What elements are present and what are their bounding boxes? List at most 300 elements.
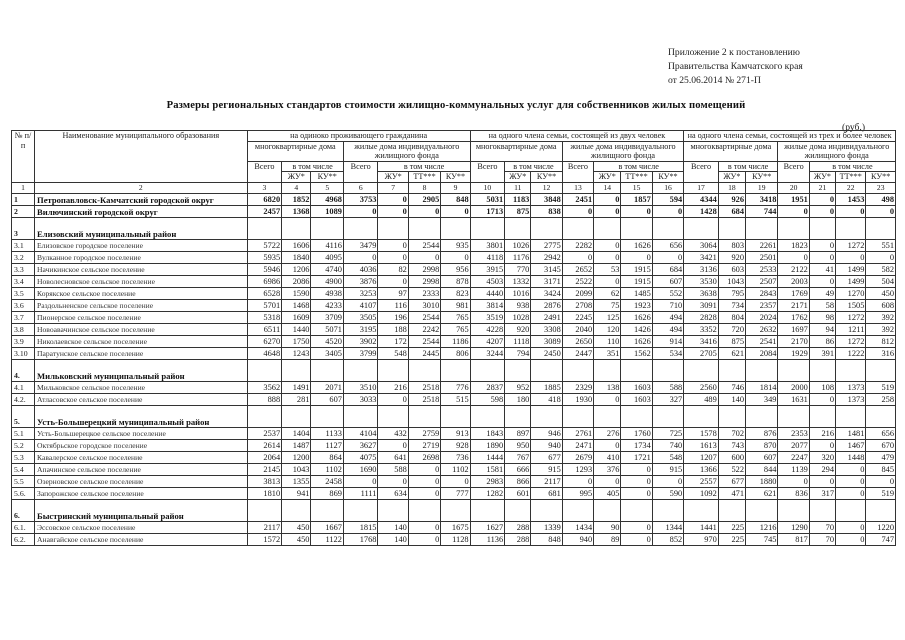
value-cell: 1368: [282, 205, 311, 217]
value-cell: [562, 359, 593, 381]
mkd-header: многоквартирные дома: [684, 141, 778, 161]
value-cell: 634: [378, 487, 408, 499]
value-cell: 2084: [746, 347, 778, 359]
value-cell: 4095: [311, 251, 343, 263]
value-cell: 3195: [343, 323, 378, 335]
value-cell: 2719: [408, 439, 440, 451]
value-cell: 582: [866, 263, 896, 275]
value-cell: 941: [282, 487, 311, 499]
table-body: [12, 182, 896, 545]
value-cell: 2501: [746, 251, 778, 263]
value-cell: 2003: [778, 275, 809, 287]
municipality-name: Эссовское сельское поселение: [35, 521, 248, 533]
value-cell: 288: [505, 521, 531, 533]
table-group-row: [12, 405, 896, 427]
value-cell: 1211: [836, 323, 866, 335]
value-cell: 1026: [505, 239, 531, 251]
value-cell: 981: [441, 299, 470, 311]
value-cell: 5071: [311, 323, 343, 335]
value-cell: 2445: [408, 347, 440, 359]
value-cell: 1102: [311, 463, 343, 475]
value-cell: 744: [746, 205, 778, 217]
annex-line-1: Приложение 2 к постановлению: [668, 47, 800, 58]
value-cell: 823: [441, 287, 470, 299]
value-cell: 1481: [836, 427, 866, 439]
value-cell: 0: [594, 251, 621, 263]
table-row: [12, 439, 896, 451]
value-cell: 1823: [778, 239, 809, 251]
value-cell: 0: [866, 475, 896, 487]
table-row: [12, 335, 896, 347]
value-cell: [562, 405, 593, 427]
value-cell: [746, 499, 778, 521]
value-cell: 1468: [282, 299, 311, 311]
value-cell: 915: [531, 463, 562, 475]
value-cell: 1603: [621, 381, 652, 393]
value-cell: [652, 499, 683, 521]
value-cell: 1272: [836, 335, 866, 347]
value-cell: 812: [866, 335, 896, 347]
value-cell: 3638: [684, 287, 719, 299]
value-cell: 276: [594, 427, 621, 439]
table-row: [12, 521, 896, 533]
value-cell: [652, 217, 683, 239]
value-cell: 1111: [343, 487, 378, 499]
mkd-header: многоквартирные дома: [247, 141, 343, 161]
value-cell: 702: [718, 427, 745, 439]
value-cell: 795: [718, 287, 745, 299]
value-cell: 0: [441, 251, 470, 263]
value-cell: 852: [652, 533, 683, 545]
value-cell: [621, 217, 652, 239]
table-group-row: [12, 359, 896, 381]
value-cell: 3519: [470, 311, 505, 323]
value-cell: 2698: [408, 451, 440, 463]
value-cell: 1923: [621, 299, 652, 311]
value-cell: 1272: [836, 311, 866, 323]
value-cell: 0: [408, 521, 440, 533]
value-cell: [684, 405, 719, 427]
value-cell: [282, 405, 311, 427]
value-cell: 0: [809, 193, 835, 205]
value-cell: 869: [311, 487, 343, 499]
value-cell: 1206: [282, 263, 311, 275]
value-cell: 777: [441, 487, 470, 499]
value-cell: 519: [866, 381, 896, 393]
value-cell: 2333: [408, 287, 440, 299]
value-cell: 2759: [408, 427, 440, 439]
resolution-annex-header: [668, 46, 803, 88]
value-cell: 1499: [836, 275, 866, 287]
value-cell: 1200: [282, 451, 311, 463]
value-cell: 2632: [746, 323, 778, 335]
value-cell: [778, 217, 809, 239]
municipality-name: Озерновское сельское поселение: [35, 475, 248, 487]
value-cell: 952: [505, 381, 531, 393]
ku-header: КУ**: [652, 172, 683, 183]
value-cell: 1293: [562, 463, 593, 475]
table-row: [12, 263, 896, 275]
value-cell: [408, 359, 440, 381]
value-cell: 3244: [470, 347, 505, 359]
value-cell: 0: [621, 521, 652, 533]
value-cell: [470, 499, 505, 521]
value-cell: 0: [343, 475, 378, 487]
value-cell: 3145: [531, 263, 562, 275]
value-cell: 2086: [282, 275, 311, 287]
value-cell: 736: [441, 451, 470, 463]
value-cell: 866: [505, 475, 531, 487]
value-cell: 110: [594, 335, 621, 347]
value-cell: 2242: [408, 323, 440, 335]
row-number: 3.7: [12, 311, 35, 323]
value-cell: 598: [470, 393, 505, 405]
value-cell: 1118: [505, 335, 531, 347]
value-cell: 0: [562, 251, 593, 263]
value-cell: 0: [378, 275, 408, 287]
value-cell: [718, 499, 745, 521]
value-cell: 551: [866, 239, 896, 251]
total-header: Всего: [343, 161, 378, 182]
group-two-header: на одного члена семьи, состоящей из двух человек: [470, 131, 684, 142]
value-cell: 684: [718, 205, 745, 217]
zhu-header: ЖУ*: [718, 172, 745, 183]
value-cell: 4228: [470, 323, 505, 335]
value-cell: 0: [621, 475, 652, 487]
row-number: 5.3: [12, 451, 35, 463]
value-cell: 607: [311, 393, 343, 405]
value-cell: 0: [378, 205, 408, 217]
value-cell: [531, 359, 562, 381]
value-cell: 765: [441, 311, 470, 323]
value-cell: 594: [652, 193, 683, 205]
value-cell: 0: [562, 205, 593, 217]
value-cell: 2541: [746, 335, 778, 347]
value-cell: [247, 359, 282, 381]
value-cell: 725: [652, 427, 683, 439]
value-cell: 3530: [684, 275, 719, 287]
row-number: 3.4: [12, 275, 35, 287]
mkd-header: многоквартирные дома: [470, 141, 562, 161]
value-cell: 2876: [531, 299, 562, 311]
value-cell: 494: [652, 323, 683, 335]
value-cell: [836, 359, 866, 381]
ku-header: КУ**: [311, 172, 343, 183]
value-cell: 188: [378, 323, 408, 335]
value-cell: 1243: [282, 347, 311, 359]
value-cell: 1043: [718, 275, 745, 287]
value-cell: 4900: [311, 275, 343, 287]
value-cell: 2652: [562, 263, 593, 275]
value-cell: [441, 405, 470, 427]
column-index-cell: 8: [408, 182, 440, 193]
value-cell: 2775: [531, 239, 562, 251]
value-cell: 2329: [562, 381, 593, 393]
value-cell: 920: [718, 251, 745, 263]
value-cell: 6528: [247, 287, 282, 299]
total-header: Всего: [684, 161, 719, 182]
value-cell: 1713: [470, 205, 505, 217]
column-index-cell: 7: [378, 182, 408, 193]
value-cell: 3091: [684, 299, 719, 311]
municipality-name: Атласовское сельское поселение: [35, 393, 248, 405]
value-cell: 928: [441, 439, 470, 451]
municipality-name: Усть-Большерецкое сельское поселение: [35, 427, 248, 439]
value-cell: 1428: [684, 205, 719, 217]
value-cell: 770: [505, 263, 531, 275]
column-index-cell: 17: [684, 182, 719, 193]
value-cell: 0: [378, 251, 408, 263]
value-cell: 6820: [247, 193, 282, 205]
value-cell: 4075: [343, 451, 378, 463]
municipality-name: Усть-Большерецкий муниципальный район: [35, 405, 248, 427]
table-row: [12, 239, 896, 251]
value-cell: 120: [594, 323, 621, 335]
value-cell: 0: [594, 205, 621, 217]
value-cell: [311, 405, 343, 427]
value-cell: [505, 499, 531, 521]
value-cell: 3709: [311, 311, 343, 323]
value-cell: 0: [866, 205, 896, 217]
table-row: [12, 393, 896, 405]
value-cell: 1355: [282, 475, 311, 487]
value-cell: 1852: [282, 193, 311, 205]
municipality-name: Мильковский муниципальный район: [35, 359, 248, 381]
value-cell: 0: [408, 475, 440, 487]
ku-header: КУ**: [746, 172, 778, 183]
value-cell: 1043: [282, 463, 311, 475]
value-cell: 794: [505, 347, 531, 359]
value-cell: 1626: [621, 335, 652, 347]
table-row: [12, 311, 896, 323]
value-cell: 1769: [778, 287, 809, 299]
value-cell: 0: [378, 239, 408, 251]
column-index-row: [12, 182, 896, 193]
value-cell: 1815: [343, 521, 378, 533]
value-cell: [652, 405, 683, 427]
value-cell: 656: [652, 239, 683, 251]
value-cell: 2905: [408, 193, 440, 205]
value-cell: 938: [505, 299, 531, 311]
value-cell: 710: [652, 299, 683, 311]
value-cell: 1089: [311, 205, 343, 217]
value-cell: 3064: [684, 239, 719, 251]
col-name-header: Наименование муниципального образования: [35, 131, 248, 183]
value-cell: 4503: [470, 275, 505, 287]
value-cell: [718, 359, 745, 381]
value-cell: 1810: [247, 487, 282, 499]
value-cell: 677: [718, 475, 745, 487]
value-cell: 376: [594, 463, 621, 475]
value-cell: 2457: [247, 205, 282, 217]
value-cell: 0: [621, 487, 652, 499]
zhu-header: ЖУ*: [594, 172, 621, 183]
value-cell: 1133: [311, 427, 343, 439]
value-cell: 0: [594, 439, 621, 451]
value-cell: [531, 405, 562, 427]
row-number: 3.8: [12, 323, 35, 335]
value-cell: 2650: [562, 335, 593, 347]
value-cell: 294: [809, 463, 835, 475]
value-cell: 3416: [684, 335, 719, 347]
value-cell: 97: [378, 287, 408, 299]
value-cell: 1207: [684, 451, 719, 463]
column-index-cell: 12: [531, 182, 562, 193]
value-cell: 3033: [343, 393, 378, 405]
value-cell: 1139: [778, 463, 809, 475]
incl-header: в том числе: [718, 161, 778, 172]
value-cell: 225: [718, 533, 745, 545]
value-cell: 804: [718, 311, 745, 323]
column-index-cell: 21: [809, 182, 835, 193]
value-cell: 0: [836, 251, 866, 263]
value-cell: 98: [809, 311, 835, 323]
row-number: 3.9: [12, 335, 35, 347]
value-cell: [562, 499, 593, 521]
currency-unit: (руб.): [842, 122, 866, 133]
row-number: 3.3: [12, 263, 35, 275]
value-cell: 734: [718, 299, 745, 311]
value-cell: 3627: [343, 439, 378, 451]
value-cell: 1572: [247, 533, 282, 545]
value-cell: 2614: [247, 439, 282, 451]
row-number: 3.1: [12, 239, 35, 251]
value-cell: [378, 217, 408, 239]
value-cell: 1426: [621, 323, 652, 335]
value-cell: [809, 405, 835, 427]
value-cell: 82: [378, 263, 408, 275]
column-index-cell: 11: [505, 182, 531, 193]
value-cell: 140: [718, 393, 745, 405]
value-cell: 1880: [746, 475, 778, 487]
value-cell: 515: [441, 393, 470, 405]
table-row: [12, 463, 896, 475]
value-cell: 1603: [621, 393, 652, 405]
value-cell: 0: [378, 439, 408, 451]
value-cell: 1222: [836, 347, 866, 359]
value-cell: [809, 499, 835, 521]
value-cell: 641: [378, 451, 408, 463]
value-cell: 950: [505, 439, 531, 451]
value-cell: 3505: [343, 311, 378, 323]
value-cell: [470, 405, 505, 427]
municipality-name: Елизовское городское поселение: [35, 239, 248, 251]
value-cell: 1272: [836, 239, 866, 251]
municipality-name: Анавгайское сельское поселение: [35, 533, 248, 545]
column-index-cell: 14: [594, 182, 621, 193]
municipality-name: Петропавловск-Камчатский городской округ: [35, 193, 248, 205]
value-cell: 6511: [247, 323, 282, 335]
value-cell: 0: [594, 193, 621, 205]
value-cell: 970: [684, 533, 719, 545]
value-cell: 0: [408, 205, 440, 217]
value-cell: [746, 405, 778, 427]
value-cell: [531, 499, 562, 521]
value-cell: 720: [718, 323, 745, 335]
value-cell: 1434: [562, 521, 593, 533]
value-cell: 4207: [470, 335, 505, 347]
ijd-header: жилые дома индивидуального жилищного фонда: [778, 141, 896, 161]
value-cell: 817: [778, 533, 809, 545]
value-cell: 0: [378, 193, 408, 205]
value-cell: 2507: [746, 275, 778, 287]
value-cell: [621, 499, 652, 521]
value-cell: 0: [594, 475, 621, 487]
value-cell: 196: [378, 311, 408, 323]
value-cell: 1344: [652, 521, 683, 533]
value-cell: 2170: [778, 335, 809, 347]
value-cell: 3171: [531, 275, 562, 287]
value-cell: 2458: [311, 475, 343, 487]
row-number: 6.1.: [12, 521, 35, 533]
value-cell: 1814: [746, 381, 778, 393]
value-cell: 1915: [621, 275, 652, 287]
value-cell: 2077: [778, 439, 809, 451]
value-cell: 4104: [343, 427, 378, 439]
value-cell: 216: [378, 381, 408, 393]
value-cell: 2491: [531, 311, 562, 323]
value-cell: 765: [441, 323, 470, 335]
ku-header: КУ**: [441, 172, 470, 183]
value-cell: 6986: [247, 275, 282, 287]
row-number: 5.4: [12, 463, 35, 475]
value-cell: [408, 217, 440, 239]
value-cell: 4107: [343, 299, 378, 311]
total-header: Всего: [470, 161, 505, 182]
value-cell: 41: [809, 263, 835, 275]
value-cell: 1373: [836, 393, 866, 405]
value-cell: 670: [866, 439, 896, 451]
value-cell: 0: [809, 393, 835, 405]
value-cell: 125: [594, 311, 621, 323]
value-cell: 848: [531, 533, 562, 545]
value-cell: 836: [778, 487, 809, 499]
value-cell: 0: [866, 251, 896, 263]
value-cell: [778, 359, 809, 381]
value-cell: 0: [343, 251, 378, 263]
value-cell: [378, 499, 408, 521]
value-cell: 2261: [746, 239, 778, 251]
table-row: [12, 427, 896, 439]
value-cell: 53: [594, 263, 621, 275]
value-cell: 5031: [470, 193, 505, 205]
value-cell: 915: [652, 463, 683, 475]
value-cell: 1485: [621, 287, 652, 299]
row-number: 3.6: [12, 299, 35, 311]
value-cell: 956: [441, 263, 470, 275]
row-number: 5.1: [12, 427, 35, 439]
table-row: [12, 381, 896, 393]
value-cell: 601: [505, 487, 531, 499]
value-cell: 0: [836, 487, 866, 499]
value-cell: 603: [718, 263, 745, 275]
value-cell: 2537: [247, 427, 282, 439]
value-cell: 876: [746, 427, 778, 439]
value-cell: 1282: [470, 487, 505, 499]
value-cell: [247, 405, 282, 427]
value-cell: 1890: [470, 439, 505, 451]
value-cell: 1762: [778, 311, 809, 323]
value-cell: [311, 359, 343, 381]
value-cell: 2705: [684, 347, 719, 359]
value-cell: [378, 359, 408, 381]
table-row: [12, 323, 896, 335]
value-cell: 1613: [684, 439, 719, 451]
municipality-name: Николаевское сельское поселение: [35, 335, 248, 347]
value-cell: 258: [866, 393, 896, 405]
column-index-cell: 4: [282, 182, 311, 193]
value-cell: [408, 499, 440, 521]
